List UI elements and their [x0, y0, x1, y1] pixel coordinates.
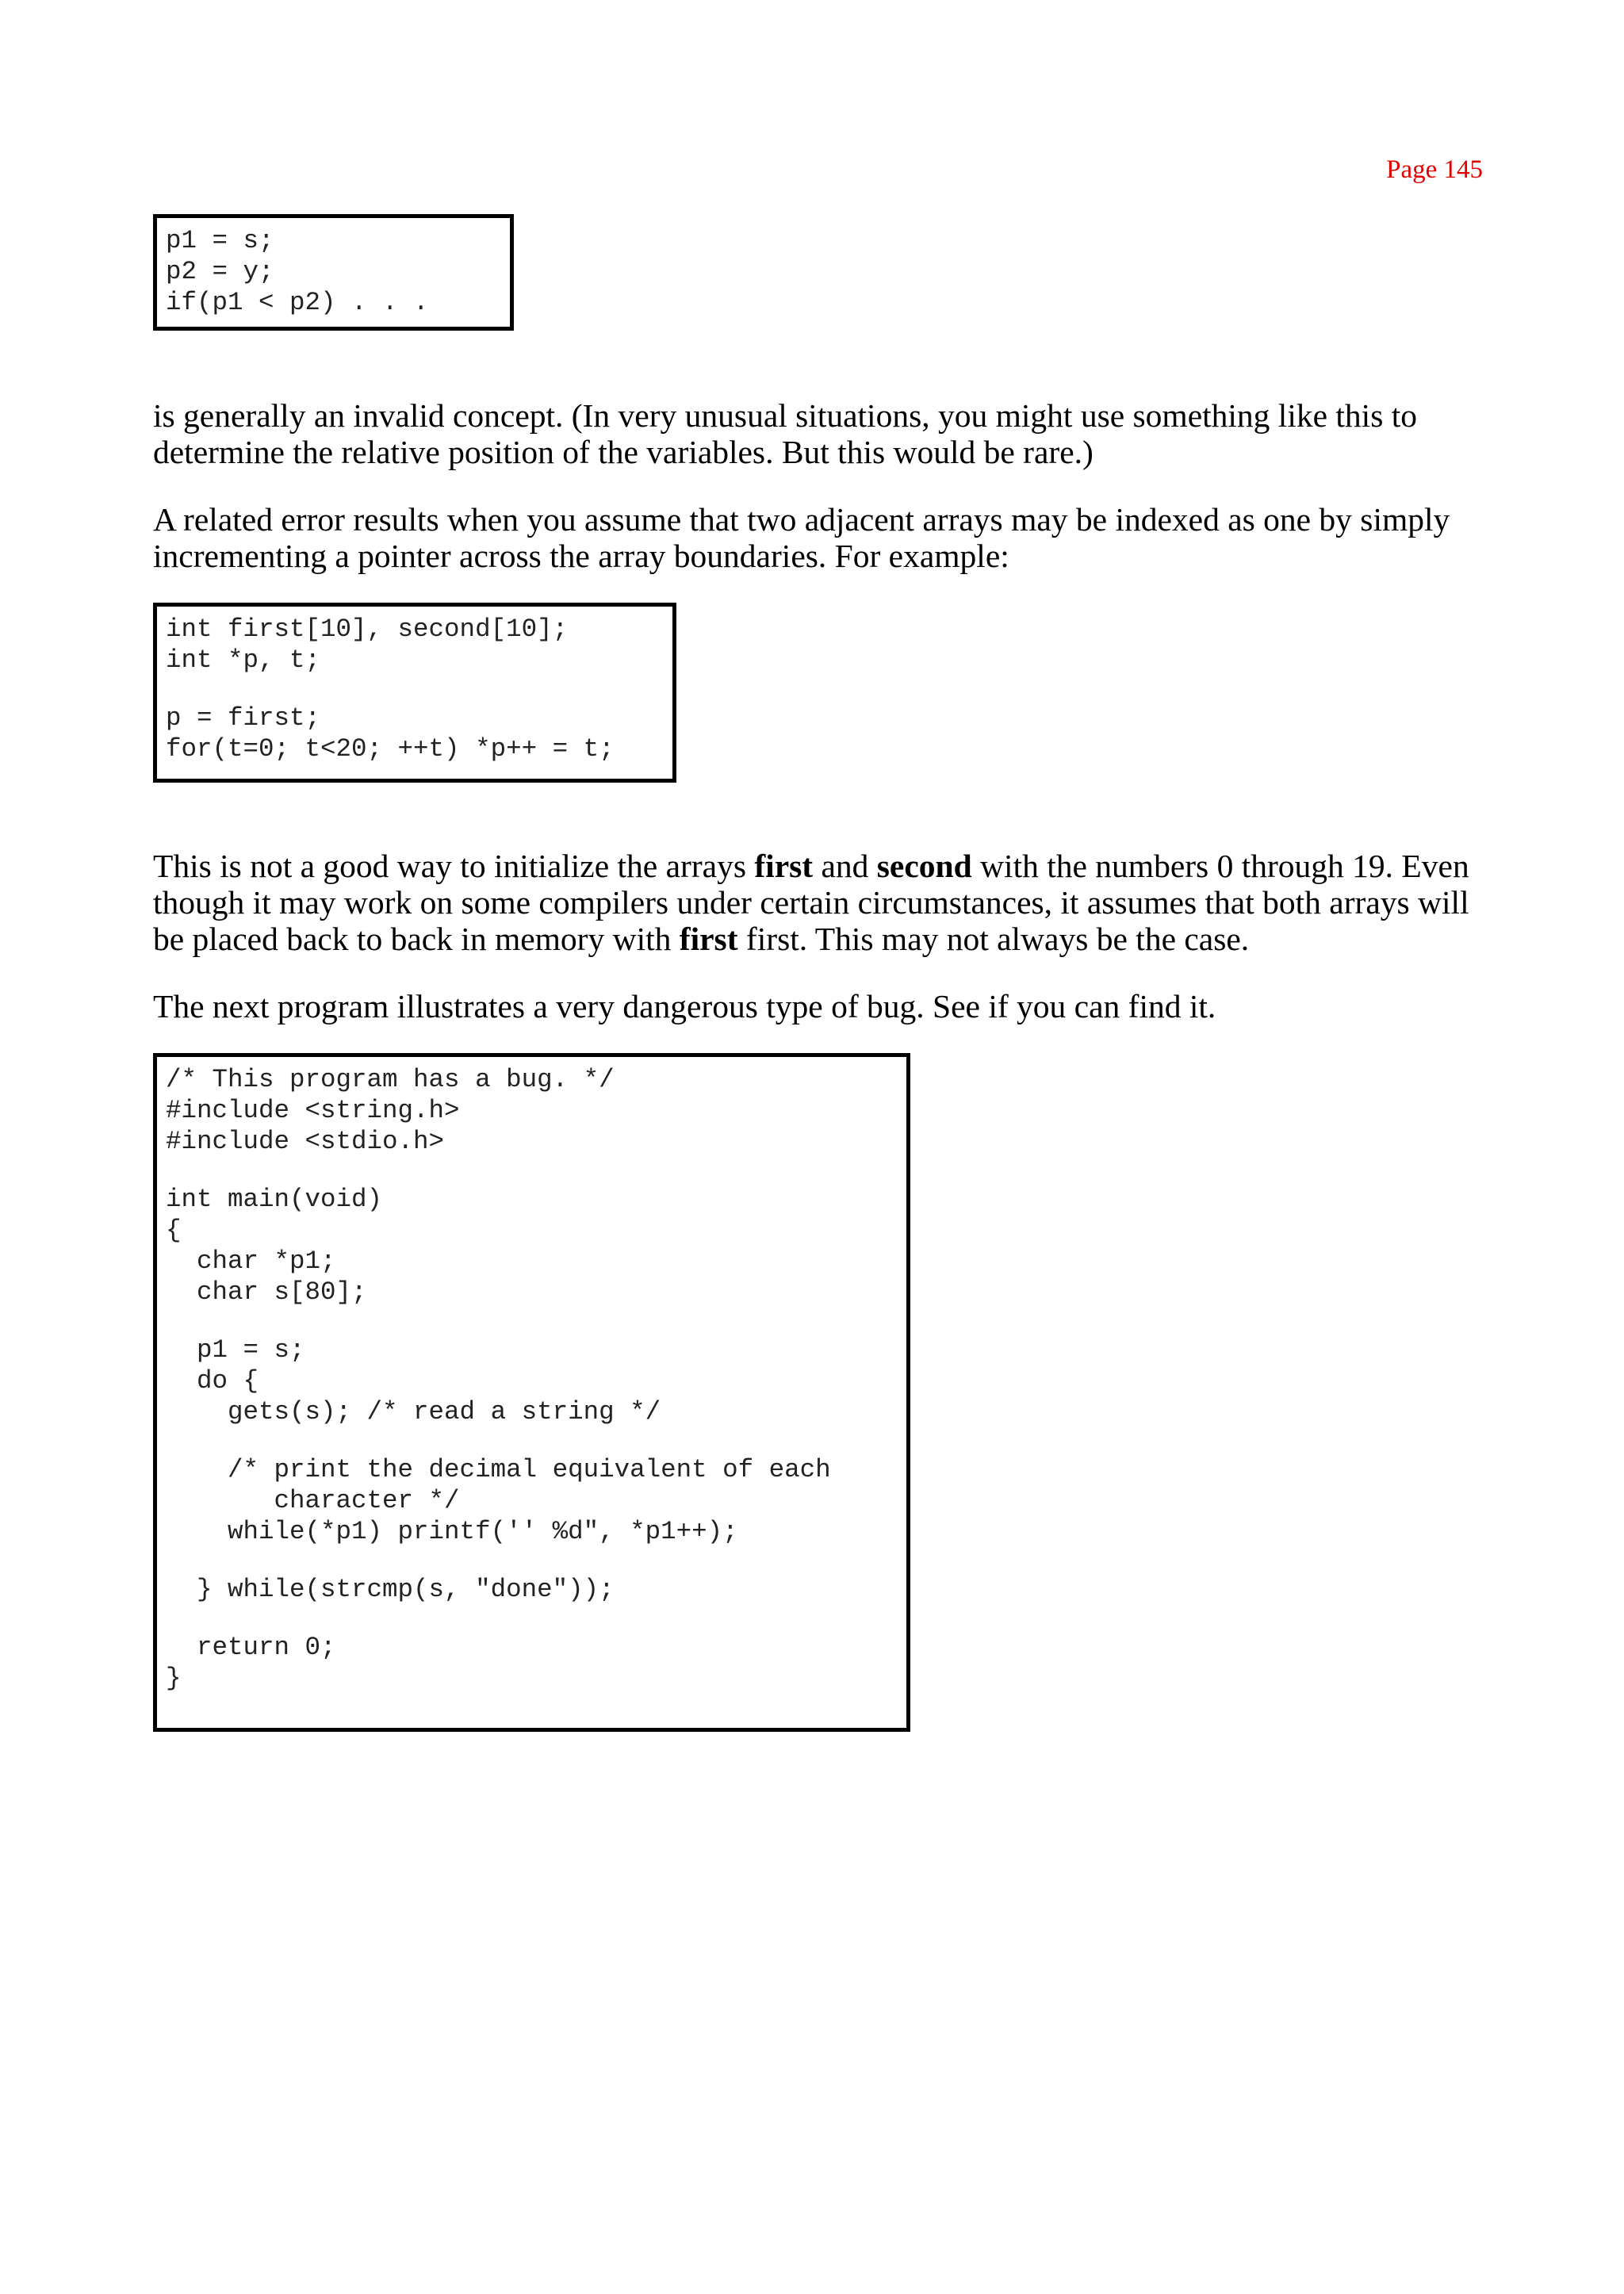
- code-line: int main(void): [166, 1185, 383, 1214]
- text-run: and: [813, 848, 877, 884]
- paragraph-invalid-concept: is generally an invalid concept. (In very unusual situations, you might use something like this to determine the relative position of the variables. But this would be rare.): [153, 397, 1418, 470]
- code-line: [166, 1605, 898, 1632]
- code-line: [166, 1157, 898, 1184]
- code-line: char s[80];: [166, 1277, 367, 1307]
- code-line: for(t=0; t<20; ++t) *p++ = t;: [166, 734, 615, 764]
- code-line: p1 = s;: [166, 226, 274, 255]
- code-line: int first[10], second[10];: [166, 615, 569, 644]
- code-line: [166, 1547, 898, 1574]
- code-line: [166, 1308, 898, 1335]
- code-line: #include <string.h>: [166, 1096, 460, 1125]
- code-line: p = first;: [166, 703, 321, 733]
- code-block-adjacent-arrays: [153, 603, 676, 783]
- code-line: gets(s); /* read a string */: [166, 1397, 661, 1427]
- code-line: }: [166, 1664, 182, 1693]
- code-block-pointer-compare: [153, 214, 514, 331]
- code-line: [166, 676, 664, 703]
- code-line: #include <stdio.h>: [166, 1127, 445, 1156]
- text-run: This is not a good way to initialize the arrays: [153, 848, 755, 884]
- paragraph-adjacent-arrays: A related error results when you assume that two adjacent arrays may be indexed as one by simply incrementing a pointer across the array boundaries. For example:: [153, 501, 1450, 574]
- code-line: p1 = s;: [166, 1335, 305, 1365]
- code-line: return 0;: [166, 1633, 336, 1662]
- bold-term-first: first: [679, 921, 738, 957]
- code-line: char *p1;: [166, 1247, 336, 1276]
- text-run: with the numbers 0 through 19. Even though it may work on some compilers under certain circumstances, it assumes that both arrays will be placed back to back in memory with: [153, 848, 1469, 957]
- page-number: Page 145: [1386, 155, 1483, 184]
- code-line: } while(strcmp(s, "done"));: [166, 1575, 615, 1604]
- paragraph-initialize-arrays: [153, 848, 1501, 957]
- code-line: character */: [166, 1486, 460, 1515]
- text-run: first. This may not always be the case.: [737, 921, 1250, 957]
- bold-term-first: first: [754, 848, 814, 884]
- code-line: while(*p1) printf('' %d", *p1++);: [166, 1517, 738, 1546]
- code-line: /* This program has a bug. */: [166, 1065, 615, 1094]
- paragraph-dangerous-bug: The next program illustrates a very dangerous type of bug. See if you can find it.: [153, 988, 1216, 1024]
- code-line: {: [166, 1216, 182, 1245]
- code-line: p2 = y;: [166, 257, 274, 286]
- code-line: [166, 1427, 898, 1454]
- code-line: /* print the decimal equivalent of each: [166, 1455, 831, 1484]
- code-line: if(p1 < p2) . . .: [166, 288, 429, 317]
- code-line: int *p, t;: [166, 645, 321, 675]
- bold-term-second: second: [876, 848, 972, 884]
- code-line: do {: [166, 1366, 259, 1396]
- code-block-buggy-program: [153, 1053, 910, 1732]
